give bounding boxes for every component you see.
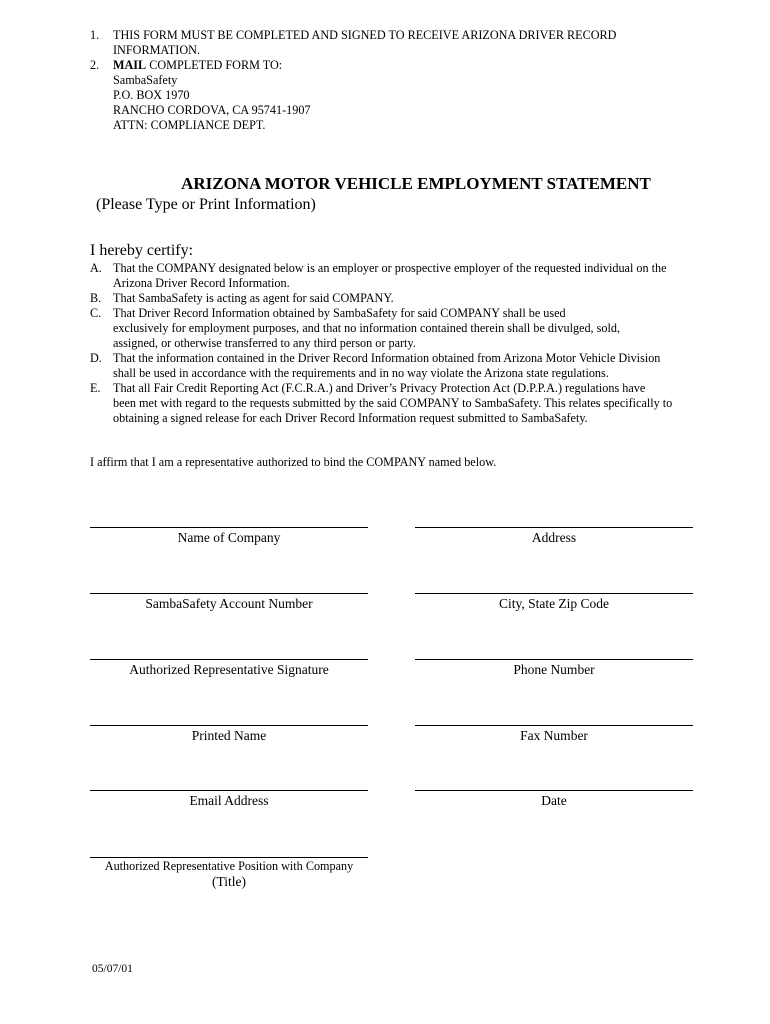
clause-text: That the COMPANY designated below is an employer or prospective employer of the requested individual on the	[113, 261, 667, 275]
clause-text: That Driver Record Information obtained by SambaSafety for said COMPANY shall be used	[113, 306, 566, 320]
signature-line[interactable]	[415, 593, 693, 594]
certification-clauses	[90, 261, 710, 426]
certify-heading: I hereby certify:	[90, 242, 194, 259]
clause-text: exclusively for employment purposes, and that no information contained therein shall be divulged, sold,	[113, 321, 621, 335]
instruction-text-rest: COMPLETED FORM TO:	[146, 58, 283, 72]
field-label: Phone Number	[513, 662, 595, 677]
signature-line[interactable]	[415, 725, 693, 726]
address-line	[90, 103, 710, 118]
clause-text: Arizona Driver Record Information.	[113, 276, 290, 290]
clause-a-cont	[90, 276, 710, 291]
city-state-zip-field[interactable]	[415, 593, 693, 612]
clause-letter: A.	[90, 261, 102, 275]
clause-e	[90, 381, 710, 396]
field-label: Authorized Representative Signature	[129, 662, 329, 677]
field-label: Address	[531, 530, 577, 545]
signature-field[interactable]	[90, 659, 368, 678]
clause-b	[90, 291, 710, 306]
company-name-field[interactable]	[90, 527, 368, 546]
revision-date: 05/07/01	[92, 963, 133, 975]
instruction-1-cont	[90, 43, 710, 58]
instruction-text: INFORMATION.	[113, 43, 201, 57]
address-field[interactable]	[415, 527, 693, 546]
field-label: Printed Name	[191, 728, 267, 743]
field-label: Name of Company	[177, 530, 281, 545]
clause-text: That SambaSafety is acting as agent for said COMPANY.	[113, 291, 394, 305]
field-label: SambaSafety Account Number	[145, 596, 313, 611]
clause-d-cont	[90, 366, 710, 381]
form-title: ARIZONA MOTOR VEHICLE EMPLOYMENT STATEMENT	[181, 174, 651, 193]
clause-e-cont	[90, 411, 710, 426]
mail-emphasis: MAIL	[113, 58, 147, 72]
signature-line[interactable]	[90, 527, 368, 528]
fax-field[interactable]	[415, 725, 693, 744]
clause-text: shall be used in accordance with the requirements and in no way violate the Arizona state regulations.	[113, 366, 609, 380]
clause-letter: D.	[90, 351, 102, 365]
field-label: Fax Number	[520, 728, 588, 743]
signature-line[interactable]	[415, 790, 693, 791]
address-attn: ATTN: COMPLIANCE DEPT.	[113, 118, 266, 132]
position-field[interactable]	[90, 857, 368, 890]
signature-line[interactable]	[90, 857, 368, 858]
signature-line[interactable]	[415, 659, 693, 660]
account-number-field[interactable]	[90, 593, 368, 612]
field-label: Date	[541, 793, 567, 808]
field-label-title: (Title)	[211, 874, 246, 889]
printed-name-field[interactable]	[90, 725, 368, 744]
address-po-box: P.O. BOX 1970	[113, 88, 190, 102]
instruction-1	[90, 28, 710, 43]
address-company: SambaSafety	[113, 73, 178, 87]
instruction-text: THIS FORM MUST BE COMPLETED AND SIGNED TO RECEIVE ARIZONA DRIVER RECORD	[113, 28, 617, 42]
field-label: City, State Zip Code	[498, 596, 610, 611]
form-subtitle: (Please Type or Print Information)	[96, 196, 316, 213]
phone-field[interactable]	[415, 659, 693, 678]
clause-text: That all Fair Credit Reporting Act (F.C.R.A.) and Driver’s Privacy Protection Act (D.P.P.A.) regulations have	[113, 381, 646, 395]
instruction-number: 1.	[90, 28, 100, 42]
address-city: RANCHO CORDOVA, CA 95741-1907	[113, 103, 311, 117]
date-field[interactable]	[415, 790, 693, 809]
clause-letter: E.	[90, 381, 101, 395]
instruction-2	[90, 58, 710, 73]
instructions	[90, 28, 710, 133]
address-line	[90, 88, 710, 103]
clause-d	[90, 351, 710, 366]
clause-c-cont	[90, 321, 710, 336]
email-field[interactable]	[90, 790, 368, 809]
affirmation: I affirm that I am a representative authorized to bind the COMPANY named below.	[90, 455, 497, 469]
instruction-text	[113, 58, 282, 73]
signature-line[interactable]	[90, 725, 368, 726]
clause-text: assigned, or otherwise transferred to any third person or party.	[113, 336, 416, 350]
signature-line[interactable]	[90, 593, 368, 594]
clause-c-cont	[90, 336, 710, 351]
clause-text: That the information contained in the Driver Record Information obtained from Arizona Motor Vehicle Division	[113, 351, 661, 365]
address-line	[90, 73, 710, 88]
address-line	[90, 118, 710, 133]
clause-letter: B.	[90, 291, 102, 305]
field-label: Authorized Representative Position with Company	[104, 859, 354, 873]
signature-line[interactable]	[90, 659, 368, 660]
clause-text: been met with regard to the requests submitted by the said COMPANY to SambaSafety. This relates specifically to	[113, 396, 673, 410]
clause-c	[90, 306, 710, 321]
field-label: Email Address	[189, 793, 269, 808]
clause-e-cont	[90, 396, 710, 411]
clause-text: obtaining a signed release for each Driver Record Information request submitted to SambaSafety.	[113, 411, 588, 425]
clause-a	[90, 261, 710, 276]
instruction-number: 2.	[90, 58, 100, 72]
clause-letter: C.	[90, 306, 102, 320]
signature-line[interactable]	[90, 790, 368, 791]
signature-line[interactable]	[415, 527, 693, 528]
